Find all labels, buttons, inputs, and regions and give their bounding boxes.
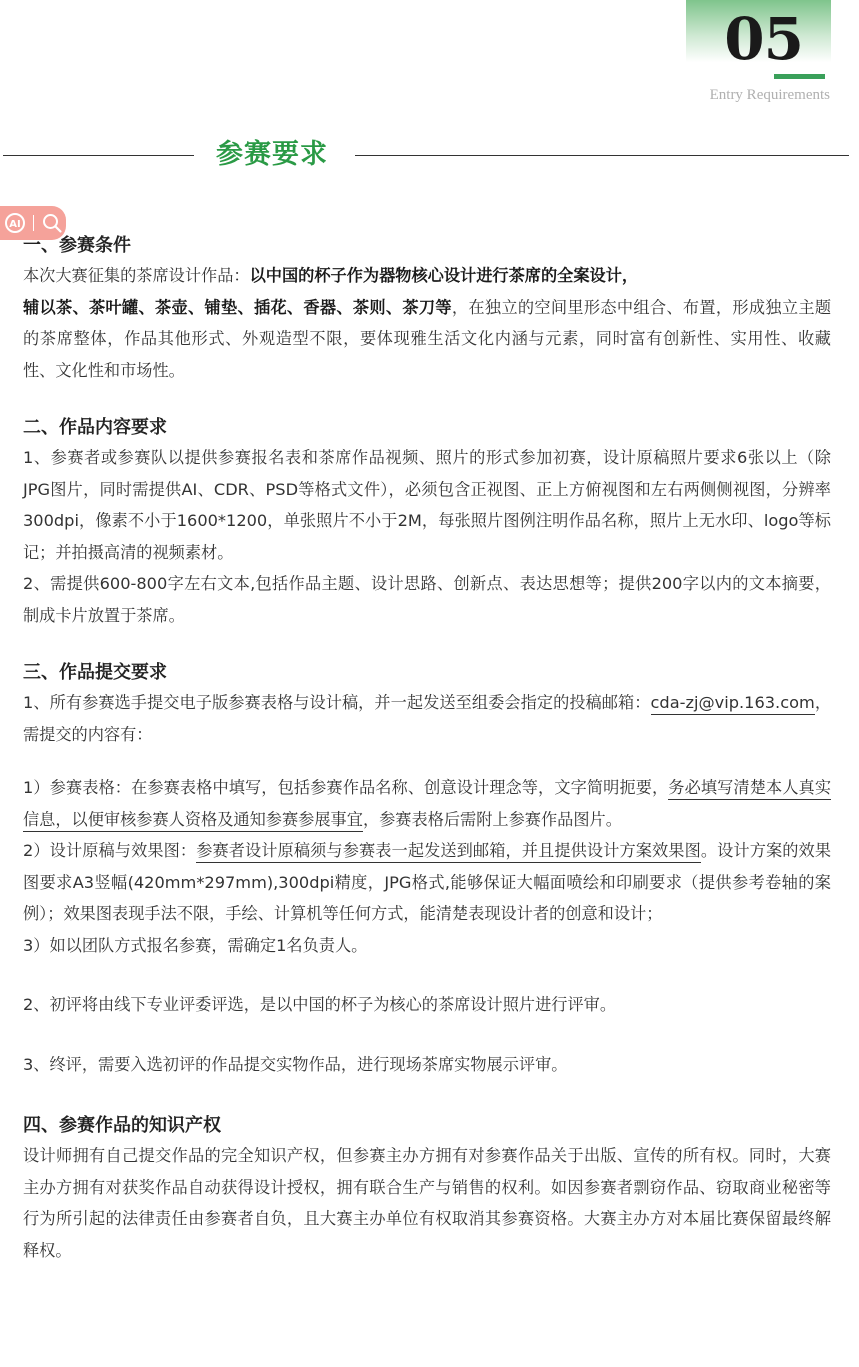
section-heading-conditions: 一、参赛条件 bbox=[23, 235, 131, 256]
submission-sub-3: 3）如以团队方式报名参赛，需确定1名负责人。 bbox=[23, 935, 368, 955]
ai-icon[interactable] bbox=[4, 212, 26, 234]
title-divider-right bbox=[355, 155, 849, 156]
submission-item-2: 2、初评将由线下专业评委评选，是以中国的杯子为核心的茶席设计照片进行评审。 bbox=[23, 995, 617, 1014]
page-title: 参赛要求 bbox=[216, 139, 328, 170]
section-heading-ip: 四、参赛作品的知识产权 bbox=[23, 1115, 221, 1136]
section-number-badge bbox=[686, 0, 831, 80]
svg-text:AI: AI bbox=[8, 219, 21, 230]
section-heading-submission: 三、作品提交要求 bbox=[23, 662, 167, 683]
section-number: 05 bbox=[724, 5, 803, 73]
search-icon[interactable] bbox=[41, 212, 63, 234]
conditions-paragraph: 本次大赛征集的茶席设计作品：以中国的杯子作为器物核心设计进行茶席的全案设计， 辅以茶、茶叶罐、茶壶、铺垫、插花、香器、茶则、茶刀等，在独立的空间里形态中组合、布置，形成独立主题的茶席整体，作品其他形式、外观造型不限，要体现雅生活文化内涵与元素，同时富有创新性、实用性、收藏性、文化性和市场性。 bbox=[23, 266, 832, 380]
number-underline bbox=[774, 74, 825, 79]
section-heading-content: 二、作品内容要求 bbox=[23, 417, 167, 438]
submission-intro: 1、所有参赛选手提交电子版参赛表格与设计稿，并一起发送至组委会指定的投稿邮箱：cda-zj@vip.163.com，需提交的内容有： bbox=[23, 693, 832, 744]
toolbar-separator bbox=[33, 215, 34, 231]
ip-paragraph: 设计师拥有自己提交作品的完全知识产权，但参赛主办方拥有对参赛作品关于出版、宣传的所有权。同时，大赛主办方拥有对获奖作品自动获得设计授权，拥有联合生产与销售的权利。如因参赛者剽窃作品、窃取商业秘密等行为所引起的法律责任由参赛者自负，且大赛主办单位有权取消其参赛资格。大赛主办方对本届比赛保留最终解释权。 bbox=[23, 1146, 831, 1260]
section-subtitle: Entry Requirements bbox=[709, 87, 830, 103]
submission-sub-1: 1）参赛表格：在参赛表格中填写，包括参赛作品名称、创意设计理念等，文字简明扼要，务必填写清楚本人真实信息，以便审核参赛人资格及通知参赛参展事宜，参赛表格后需附上参赛作品图片。 bbox=[23, 772, 831, 835]
submission-email-link[interactable]: cda-zj@vip.163.com bbox=[651, 693, 815, 715]
content-item-1: 1、参赛者或参赛队以提供参赛报名表和茶席作品视频、照片的形式参加初赛，设计原稿照片要求6张以上（除JPG图片，同时需提供AI、CDR、PSD等格式文件），必须包含正视图、正上方俯视图和左右两侧侧视图，分辨率300dpi，像素不小于1600*1200，单张照片不小于2M，每张照片图例注明作品名称，照片上无水印、logo等标记；并拍摄高清的视频素材。 bbox=[23, 448, 831, 562]
content-item-2: 2、需提供600-800字左右文本,包括作品主题、设计思路、创新点、表达思想等；提供200字以内的文本摘要，制成卡片放置于茶席。 bbox=[23, 574, 831, 625]
submission-item-3: 3、终评，需要入选初评的作品提交实物作品，进行现场茶席实物展示评审。 bbox=[23, 1054, 568, 1074]
submission-sub-2: 2）设计原稿与效果图：参赛者设计原稿须与参赛表一起发送到邮箱，并且提供设计方案效果图。设计方案的效果图要求A3竖幅(420mm*297mm),300dpi精度，JPG格式,能够保证大幅面喷绘和印刷要求（提供参考卷轴的案例）；效果图表现手法不限，手绘、计算机等任何方式，能清楚表现设计者的创意和设计； bbox=[23, 841, 832, 923]
title-divider-left bbox=[3, 155, 194, 156]
requirements-content bbox=[23, 232, 831, 1266]
